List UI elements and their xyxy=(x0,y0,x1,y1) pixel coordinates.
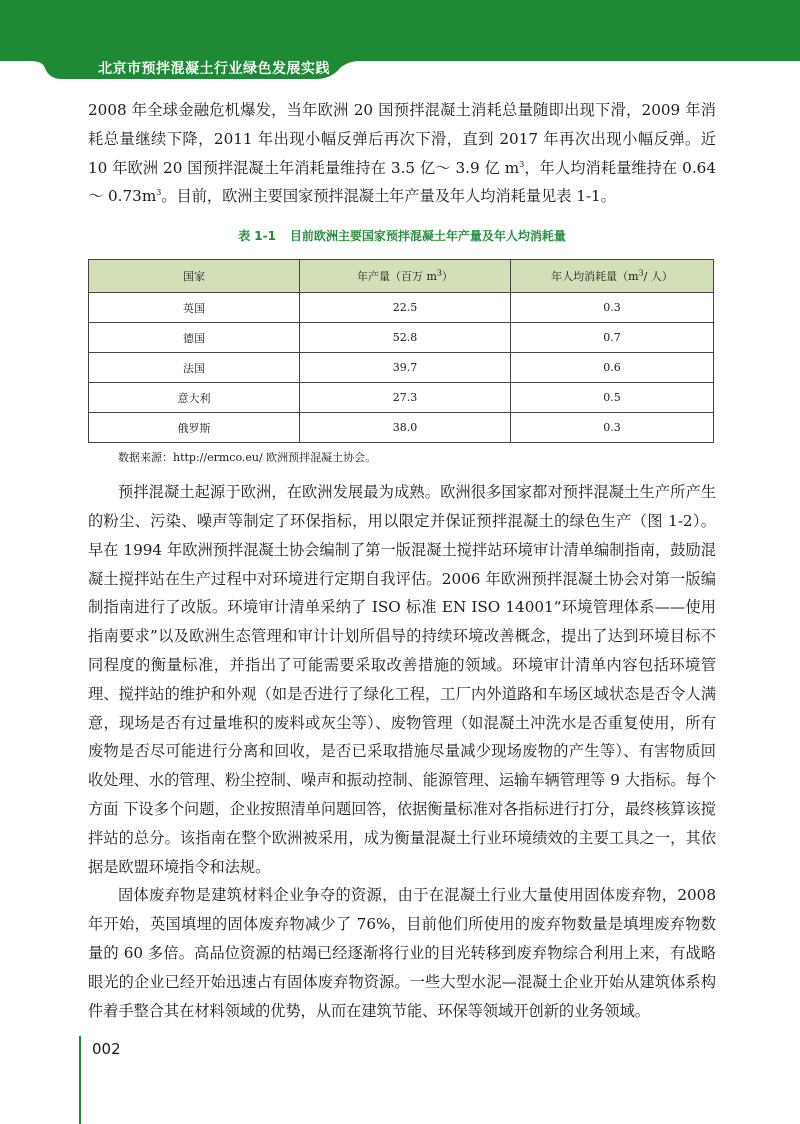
column-header-production xyxy=(300,260,511,293)
cell-per-capita: 0.5 xyxy=(511,383,714,413)
body-paragraph: 固体废弃物是建筑材料企业争夺的资源，由于在混凝土行业大量使用固体废弃物，2008 年开始，英国填埋的固体废弃物减少了 76%，目前他们所使用的废弃物数量是填埋废弃物数量的 60 多倍。高品位资源的枯竭已经逐渐将行业的目光转移到废弃物综合利用上来，有战略眼光的企业已经开始迅速占有固体废弃物资源。一些大型水泥—混凝土企业开始从建筑体系构件着手整合其在材料领域的优势，从而在建筑节能、环保等领域开创新的业务领域。 xyxy=(88,886,716,1020)
intro-paragraph xyxy=(88,96,716,211)
table-caption-text: 目前欧洲主要国家预拌混凝土年产量及年人均消耗量 xyxy=(289,229,566,244)
cell-per-capita: 0.3 xyxy=(511,293,714,323)
intro-superscript-1: 3 xyxy=(519,159,525,169)
table-row xyxy=(89,293,714,323)
consumption-table xyxy=(88,259,714,443)
cell-production: 39.7 xyxy=(300,353,511,383)
table-header-row xyxy=(89,260,714,293)
footer-rule xyxy=(79,1036,81,1124)
header-color-bar xyxy=(0,0,800,58)
body-paragraph: 预拌混凝土起源于欧洲，在欧洲发展最为成熟。欧洲很多国家都对预拌混凝土生产所产生的粉尘、污染、噪声等制定了环保指标，用以限定并保证预拌混凝土的绿色生产（图 1-2）。早在 1994 年欧洲预拌混凝土协会编制了第一版混凝土搅拌站环境审计清单编制指南，鼓励混凝土搅拌站在生产过程中对环境进行定期自我评估。2006 年欧洲预拌混凝土协会对第一版编制指南进行了改版。环境审计清单采纳了 ISO 标准 EN ISO 14001“环境管理体系——使用指南要求”以及欧洲生态管理和审计计划所倡导的持续环境改善概念，提出了达到环境目标不同程度的衡量标准，并指出了可能需要采取改善措施的领域。环境审计清单内容包括环境管理、搅拌站的维护和外观（如是否进行了绿化工程，工厂内外道路和车场区域状态是否令人满意，现场是否有过量堆积的废料或灰尘等）、废物管理（如混凝土冲洗水是否重复使用，所有废物是否尽可能进行分离和回收，是否已采取措施尽量减少现场废物的产生等）、有害物质回收处理、水的管理、粉尘控制、噪声和振动控制、能源管理、运输车辆管理等 9 大指标。每个方面 下设多个问题，企业按照清单问题回答，依据衡量标准对各指标进行打分，最终核算该搅拌站的总分。该指南在整个欧洲被采用，成为衡量混凝土行业环境绩效的主要工具之一，其依据是欧盟环境指令和法规。 xyxy=(88,483,716,876)
intro-text-3: 。目前，欧洲主要国家预拌混凝土年产量及年人均消耗量见表 1-1。 xyxy=(161,187,616,206)
intro-text-1: 2008 年全球金融危机爆发，当年欧洲 20 国预拌混凝土消耗总量随即出现下滑，2009 年消耗总量继续下降，2011 年出现小幅反弹后再次下滑，直到 2017 年再次出现小幅反弹。近 10 年欧洲 20 国预拌混凝土年消耗量维持在 3.5 亿～ 3.9 亿 m xyxy=(88,101,716,177)
column-header-per-capita xyxy=(511,260,714,293)
running-header-title: 北京市预拌混凝土行业绿色发展实践 xyxy=(98,61,330,77)
table-row xyxy=(89,383,714,413)
table-row xyxy=(89,413,714,443)
cell-per-capita: 0.6 xyxy=(511,353,714,383)
table-row xyxy=(89,353,714,383)
cell-production: 38.0 xyxy=(300,413,511,443)
cell-country: 法国 xyxy=(89,353,300,383)
production-sup: 3 xyxy=(436,268,443,278)
intro-superscript-2: 3 xyxy=(156,188,162,198)
per-capita-suffix: / 人） xyxy=(643,270,673,284)
cell-per-capita: 0.3 xyxy=(511,413,714,443)
table-number: 表 1-1 xyxy=(238,229,276,244)
cell-production: 22.5 xyxy=(300,293,511,323)
table-caption xyxy=(88,225,716,247)
cell-country: 俄罗斯 xyxy=(89,413,300,443)
production-label: 年产量（百万 m xyxy=(356,270,437,284)
cell-country: 德国 xyxy=(89,323,300,353)
page-content xyxy=(88,96,716,1025)
cell-production: 52.8 xyxy=(300,323,511,353)
cell-per-capita: 0.7 xyxy=(511,323,714,353)
per-capita-sup: 3 xyxy=(638,268,644,278)
cell-production: 27.3 xyxy=(300,383,511,413)
page-number: 002 xyxy=(92,1040,121,1058)
cell-country: 意大利 xyxy=(89,383,300,413)
intro-text-2: ，年人均消耗量维持在 0.64 ～ 0.73m xyxy=(88,158,716,206)
production-suffix: ） xyxy=(442,270,454,284)
per-capita-label: 年人均消耗量（m xyxy=(551,270,639,284)
table-source-note: 数据来源：http://ermco.eu/ 欧洲预拌混凝土协会。 xyxy=(118,451,377,465)
cell-country: 英国 xyxy=(89,293,300,323)
column-header-country: 国家 xyxy=(89,260,300,293)
table-row xyxy=(89,323,714,353)
